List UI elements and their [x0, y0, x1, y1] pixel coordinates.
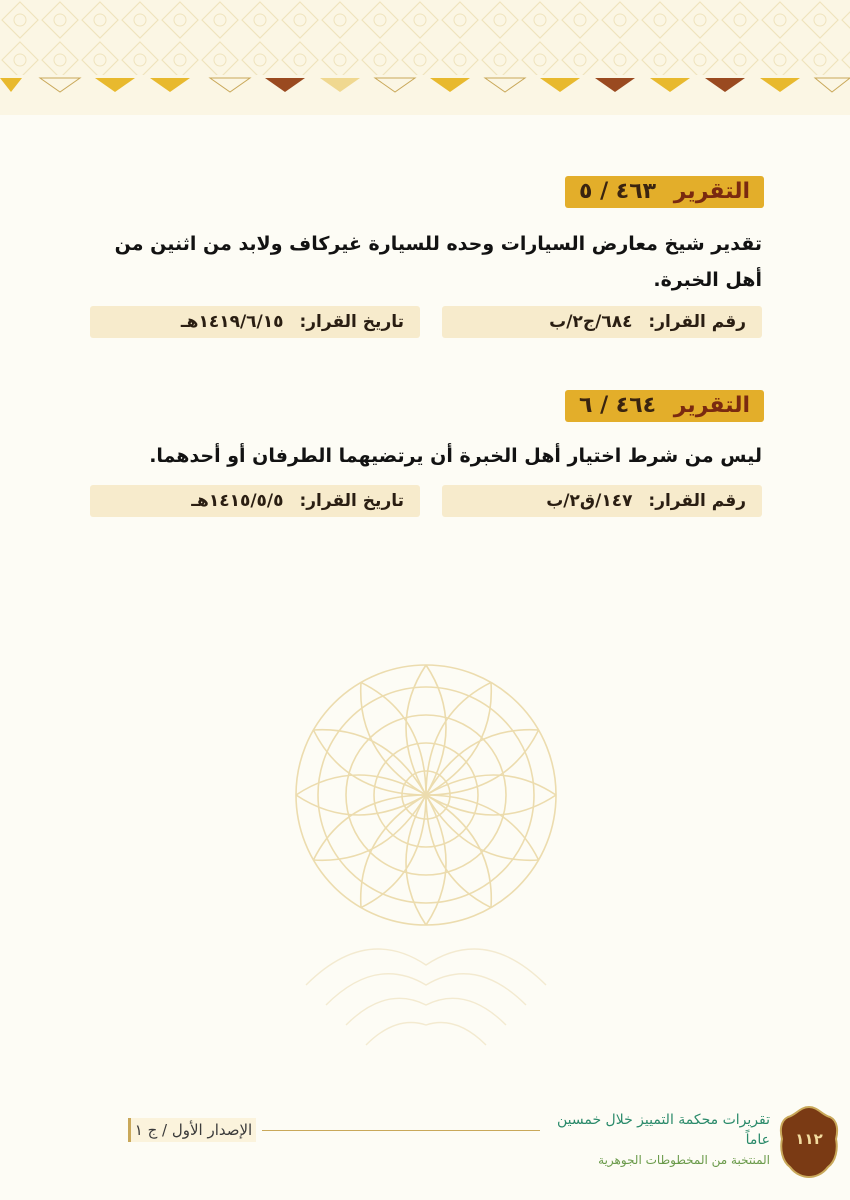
decision-date-value: ١٤١٩/٦/١٥هـ	[180, 312, 284, 332]
page-number: ١١٢	[795, 1130, 823, 1148]
triangle-row	[0, 78, 850, 92]
header-pattern-icon	[0, 0, 850, 115]
report-title-number: ٤٦٣ / ٥	[578, 179, 657, 204]
book-title	[555, 1110, 770, 1170]
decision-number-value: ٦٨٤/ج٢/ب	[549, 312, 633, 332]
report-text: تقدير شيخ معارض السيارات وحده للسيارة غيركاف ولابد من اثنين من أهل الخبرة.	[114, 233, 762, 291]
report-title-badge	[565, 176, 764, 208]
book-title-line2: المنتخبة من المخطوطات الجوهرية	[598, 1153, 770, 1167]
footer-divider	[262, 1130, 540, 1131]
decision-date-box	[90, 306, 420, 338]
decision-number-box	[442, 485, 762, 517]
decision-number-value: ١٤٧/ق٢/ب	[546, 491, 633, 511]
volume-label: الإصدار الأول / ج ١	[128, 1118, 256, 1142]
decision-number-label: رقم القرار:	[648, 312, 746, 332]
header-ornament-band	[0, 0, 850, 115]
book-title-line1: تقريرات محكمة التمييز خلال خمسين عاماً	[556, 1112, 770, 1148]
decision-number-label: رقم القرار:	[648, 491, 746, 511]
report-title-label: التقرير	[673, 393, 750, 418]
report-title-badge	[565, 390, 764, 422]
decision-date-label: تاريخ القرار:	[299, 491, 404, 511]
decision-date-value: ١٤١٥/٥/٥هـ	[191, 491, 284, 511]
decision-date-box	[90, 485, 420, 517]
decision-number-box	[442, 306, 762, 338]
report-title-label: التقرير	[673, 179, 750, 204]
report-title-number: ٤٦٤ / ٦	[578, 393, 657, 418]
arabesque-rosette-icon	[283, 655, 569, 1075]
report-text: ليس من شرط اختيار أهل الخبرة أن يرتضيهما الطرفان أو أحدهما.	[149, 445, 762, 467]
decision-date-label: تاريخ القرار:	[299, 312, 404, 332]
